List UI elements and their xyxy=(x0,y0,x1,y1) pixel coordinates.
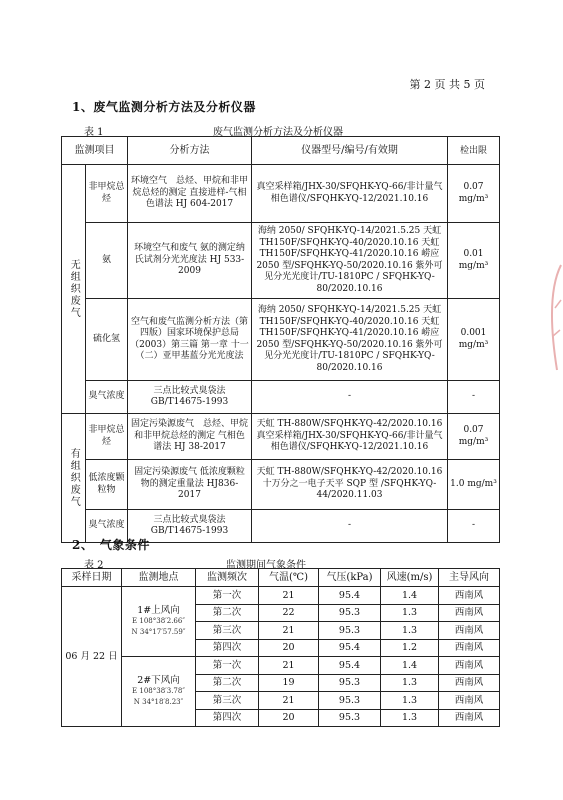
group-name-unorganized: 无组织废气 xyxy=(62,165,86,414)
instrument-cell: 天虹 TH-880W/SFQHK-YQ-42/2020.10.16 十万分之一电子天平 SQP 型 /SFQHK-YQ-44/2020.11.03 xyxy=(252,460,448,510)
temp-cell: 21 xyxy=(259,587,319,605)
location-lon: E 108°38′3.78″ xyxy=(132,687,185,696)
instrument-cell: 海纳 2050/ SFQHK-YQ-14/2021.5.25 天虹 TH150F/SFQHK-YQ-40/2020.10.16 天虹 TH150F/SFQHK-YQ-41/2020.10.16 崂应 2050 型/SFQHK-YQ-50/2020.10.16 紫外可见分光光度计/TU-1810PC / SFQHK-YQ-80/2020.10.16 xyxy=(252,299,448,381)
method-cell: 环境空气和废气 氨的测定纳氏试剂分光光度法 HJ 533-2009 xyxy=(128,223,252,299)
item-name: 低浓度颗粒物 xyxy=(86,460,128,510)
temp-cell: 21 xyxy=(259,622,319,640)
freq-cell: 第二次 xyxy=(196,674,259,692)
wind-cell: 1.4 xyxy=(381,587,439,605)
freq-cell: 第三次 xyxy=(196,692,259,710)
limit-cell: - xyxy=(448,381,500,414)
limit-cell: 0.07 mg/m³ xyxy=(448,165,500,223)
section-title-analysis-methods: 1、废气监测分析方法及分析仪器 xyxy=(72,100,256,114)
header-wind-direction: 主导风向 xyxy=(439,569,500,587)
location-name: 2#下风向 xyxy=(137,674,180,686)
temp-cell: 21 xyxy=(259,657,319,675)
dir-cell: 西南风 xyxy=(439,587,500,605)
table1-label: 表 1 xyxy=(84,127,104,138)
page-number: 第 2 页 共 5 页 xyxy=(409,78,485,91)
header-pressure: 气压(kPa) xyxy=(319,569,381,587)
method-cell: 空气和废气监测分析方法（第四版）国家环境保护总局（2003）第三篇 第一章 十一（二）亚甲基蓝分光光度法 xyxy=(128,299,252,381)
instrument-cell: 真空采样箱/JHX-30/SFQHK-YQ-66/非计量气相色谱仪/SFQHK-YQ-12/2021.10.16 xyxy=(252,165,448,223)
instrument-cell: 天虹 TH-880W/SFQHK-YQ-42/2020.10.16 真空采样箱/JHX-30/SFQHK-YQ-66/非计量气相色谱仪/SFQHK-YQ-12/2021.10.16 xyxy=(252,414,448,460)
freq-cell: 第一次 xyxy=(196,587,259,605)
analysis-methods-table xyxy=(61,136,500,543)
limit-cell: 0.001 mg/m³ xyxy=(448,299,500,381)
method-cell: 三点比较式臭袋法 GB/T14675-1993 xyxy=(128,381,252,414)
group-name-organized: 有组织废气 xyxy=(62,414,86,543)
pressure-cell: 95.4 xyxy=(319,587,381,605)
item-name: 非甲烷总 烃 xyxy=(86,414,128,460)
method-cell: 固定污染源废气 低浓度颗粒物的测定重量法 HJ836-2017 xyxy=(128,460,252,510)
instrument-cell: - xyxy=(252,510,448,543)
dir-cell: 西南风 xyxy=(439,709,500,727)
method-cell: 三点比较式臭袋法 GB/T14675-1993 xyxy=(128,510,252,543)
dir-cell: 西南风 xyxy=(439,657,500,675)
seal-stamp-fragment xyxy=(545,260,563,380)
wind-cell: 1.3 xyxy=(381,622,439,640)
table2-label: 表 2 xyxy=(84,560,104,571)
method-cell: 环境空气 总烃、甲烷和非甲烷总烃的测定 直接进样-气相色谱法 HJ 604-2017 xyxy=(128,165,252,223)
header-monitoring-item: 监测项目 xyxy=(62,137,128,165)
pressure-cell: 95.3 xyxy=(319,674,381,692)
temp-cell: 19 xyxy=(259,674,319,692)
item-name: 硫化氢 xyxy=(86,299,128,381)
wind-cell: 1.2 xyxy=(381,639,439,657)
freq-cell: 第四次 xyxy=(196,639,259,657)
dir-cell: 西南风 xyxy=(439,639,500,657)
location-cell xyxy=(122,657,196,727)
header-date: 采样日期 xyxy=(62,569,122,587)
dir-cell: 西南风 xyxy=(439,604,500,622)
method-cell: 固定污染源废气 总烃、甲烷和非甲烷总烃的测定 气相色谱法 HJ 38-2017 xyxy=(128,414,252,460)
section-title-weather: 2、 气象条件 xyxy=(72,538,150,552)
location-name: 1#上风向 xyxy=(137,604,180,616)
item-name: 氨 xyxy=(86,223,128,299)
dir-cell: 西南风 xyxy=(439,674,500,692)
freq-cell: 第三次 xyxy=(196,622,259,640)
limit-cell: 1.0 mg/m³ xyxy=(448,460,500,510)
header-analysis-method: 分析方法 xyxy=(128,137,252,165)
header-wind-speed: 风速(m/s) xyxy=(381,569,439,587)
pressure-cell: 95.3 xyxy=(319,692,381,710)
temp-cell: 20 xyxy=(259,709,319,727)
wind-cell: 1.3 xyxy=(381,604,439,622)
dir-cell: 西南风 xyxy=(439,622,500,640)
wind-cell: 1.4 xyxy=(381,657,439,675)
pressure-cell: 95.3 xyxy=(319,709,381,727)
header-instrument: 仪器型号/编号/有效期 xyxy=(252,137,448,165)
location-lat: N 34°17′57.59″ xyxy=(131,628,186,637)
limit-cell: 0.01 mg/m³ xyxy=(448,223,500,299)
weather-table xyxy=(61,568,500,727)
pressure-cell: 95.3 xyxy=(319,604,381,622)
pressure-cell: 95.3 xyxy=(319,622,381,640)
pressure-cell: 95.4 xyxy=(319,657,381,675)
limit-cell: - xyxy=(448,510,500,543)
temp-cell: 20 xyxy=(259,639,319,657)
temp-cell: 22 xyxy=(259,604,319,622)
wind-cell: 1.3 xyxy=(381,709,439,727)
location-cell xyxy=(122,587,196,657)
item-name: 非甲烷总 烃 xyxy=(86,165,128,223)
location-lat: N 34°18′8.23″ xyxy=(133,698,184,707)
sampling-date: 06 月 22 日 xyxy=(62,587,122,727)
item-name: 臭气浓度 xyxy=(86,510,128,543)
dir-cell: 西南风 xyxy=(439,692,500,710)
wind-cell: 1.3 xyxy=(381,692,439,710)
pressure-cell: 95.4 xyxy=(319,639,381,657)
location-lon: E 108°38′2.66″ xyxy=(132,617,185,626)
limit-cell: 0.07 mg/m³ xyxy=(448,414,500,460)
table2-caption: 监测期间气象条件 xyxy=(226,560,306,571)
instrument-cell: 海纳 2050/ SFQHK-YQ-14/2021.5.25 天虹 TH150F/SFQHK-YQ-40/2020.10.16 天虹 TH150F/SFQHK-YQ-41/2020.10.16 崂应 2050 型/SFQHK-YQ-50/2020.10.16 紫外可见分光光度计/TU-1810PC / SFQHK-YQ-80/2020.10.16 xyxy=(252,223,448,299)
freq-cell: 第四次 xyxy=(196,709,259,727)
wind-cell: 1.3 xyxy=(381,674,439,692)
instrument-cell: - xyxy=(252,381,448,414)
header-detection-limit: 检出限 xyxy=(448,137,500,165)
item-name: 臭气浓度 xyxy=(86,381,128,414)
header-frequency: 监测频次 xyxy=(196,569,259,587)
header-location: 监测地点 xyxy=(122,569,196,587)
freq-cell: 第二次 xyxy=(196,604,259,622)
table1-caption: 废气监测分析方法及分析仪器 xyxy=(213,127,343,138)
header-temperature: 气温(℃) xyxy=(259,569,319,587)
temp-cell: 21 xyxy=(259,692,319,710)
freq-cell: 第一次 xyxy=(196,657,259,675)
